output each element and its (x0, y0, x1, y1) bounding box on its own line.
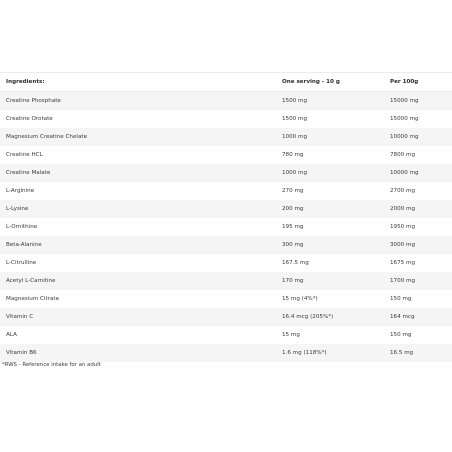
ingredient-serving-amount: 15 mg (276, 326, 384, 344)
ingredient-per-100g-amount: 15000 mg (384, 110, 452, 128)
table-row (0, 308, 452, 326)
ingredient-name: Vitamin C (0, 308, 276, 326)
ingredient-serving-amount: 195 mg (276, 218, 384, 236)
header-ingredients: Ingredients: (6, 79, 45, 85)
ingredient-per-100g-amount: 150 mg (384, 326, 452, 344)
ingredient-per-100g-amount: 1675 mg (384, 254, 452, 272)
ingredient-per-100g-amount: 10000 mg (384, 128, 452, 146)
ingredient-name: Magnesium Creatine Chelate (0, 128, 276, 146)
ingredient-serving-amount: 1500 mg (276, 110, 384, 128)
ingredient-name: Creatine Orotate (0, 110, 276, 128)
ingredient-serving-amount: 300 mg (276, 236, 384, 254)
ingredient-name: Acetyl L-Carnitine (0, 272, 276, 290)
ingredient-serving-amount: 16.4 mcg (205%*) (276, 308, 384, 326)
ingredient-per-100g-amount: 2700 mg (384, 182, 452, 200)
table-row (0, 254, 452, 272)
ingredient-name: Creatine Malate (0, 164, 276, 182)
table-row (0, 92, 452, 111)
ingredient-serving-amount: 780 mg (276, 146, 384, 164)
ingredient-serving-amount: 270 mg (276, 182, 384, 200)
ingredient-per-100g-amount: 164 mcg (384, 308, 452, 326)
ingredient-per-100g-amount: 15000 mg (384, 92, 452, 111)
header-one-serving: One serving - 10 g (282, 79, 340, 85)
ingredient-name: Magnesium Citrate (0, 290, 276, 308)
table-row (0, 272, 452, 290)
table-row (0, 164, 452, 182)
ingredient-name: L-Citrulline (0, 254, 276, 272)
ingredient-per-100g-amount: 7800 mg (384, 146, 452, 164)
ingredient-name: Creatine Phosphate (0, 92, 276, 111)
table-row (0, 344, 452, 362)
table-row (0, 236, 452, 254)
table-row (0, 200, 452, 218)
ingredient-per-100g-amount: 10000 mg (384, 164, 452, 182)
ingredient-per-100g-amount: 2000 mg (384, 200, 452, 218)
ingredient-per-100g-amount: 1700 mg (384, 272, 452, 290)
table-row (0, 326, 452, 344)
ingredients-table-wrapper (0, 72, 452, 362)
ingredients-table (0, 72, 452, 362)
header-per-100g: Per 100g (390, 79, 419, 85)
header-row (0, 73, 452, 92)
table-row (0, 290, 452, 308)
ingredient-name: Vitamin B6 (0, 344, 276, 362)
ingredient-serving-amount: 1.6 mg (118%*) (276, 344, 384, 362)
ingredient-serving-amount: 167.5 mg (276, 254, 384, 272)
reference-intake-footnote: *RWS - Reference intake for an adult (2, 362, 101, 368)
ingredient-serving-amount: 170 mg (276, 272, 384, 290)
table-row (0, 146, 452, 164)
ingredient-name: L-Arginine (0, 182, 276, 200)
table-row (0, 182, 452, 200)
ingredient-serving-amount: 1000 mg (276, 164, 384, 182)
ingredient-serving-amount: 200 mg (276, 200, 384, 218)
ingredient-name: L-Lysine (0, 200, 276, 218)
ingredient-name: L-Ornithine (0, 218, 276, 236)
ingredient-serving-amount: 1000 mg (276, 128, 384, 146)
ingredient-per-100g-amount: 150 mg (384, 290, 452, 308)
ingredient-name: ALA (0, 326, 276, 344)
table-body (0, 92, 452, 363)
table-row (0, 110, 452, 128)
ingredient-name: Creatine HCL (0, 146, 276, 164)
ingredient-per-100g-amount: 3000 mg (384, 236, 452, 254)
table-row (0, 218, 452, 236)
ingredient-serving-amount: 15 mg (4%*) (276, 290, 384, 308)
ingredient-name: Beta-Alanine (0, 236, 276, 254)
table-row (0, 128, 452, 146)
ingredient-per-100g-amount: 16.5 mg (384, 344, 452, 362)
table-header (0, 73, 452, 92)
ingredient-per-100g-amount: 1950 mg (384, 218, 452, 236)
ingredient-serving-amount: 1500 mg (276, 92, 384, 111)
